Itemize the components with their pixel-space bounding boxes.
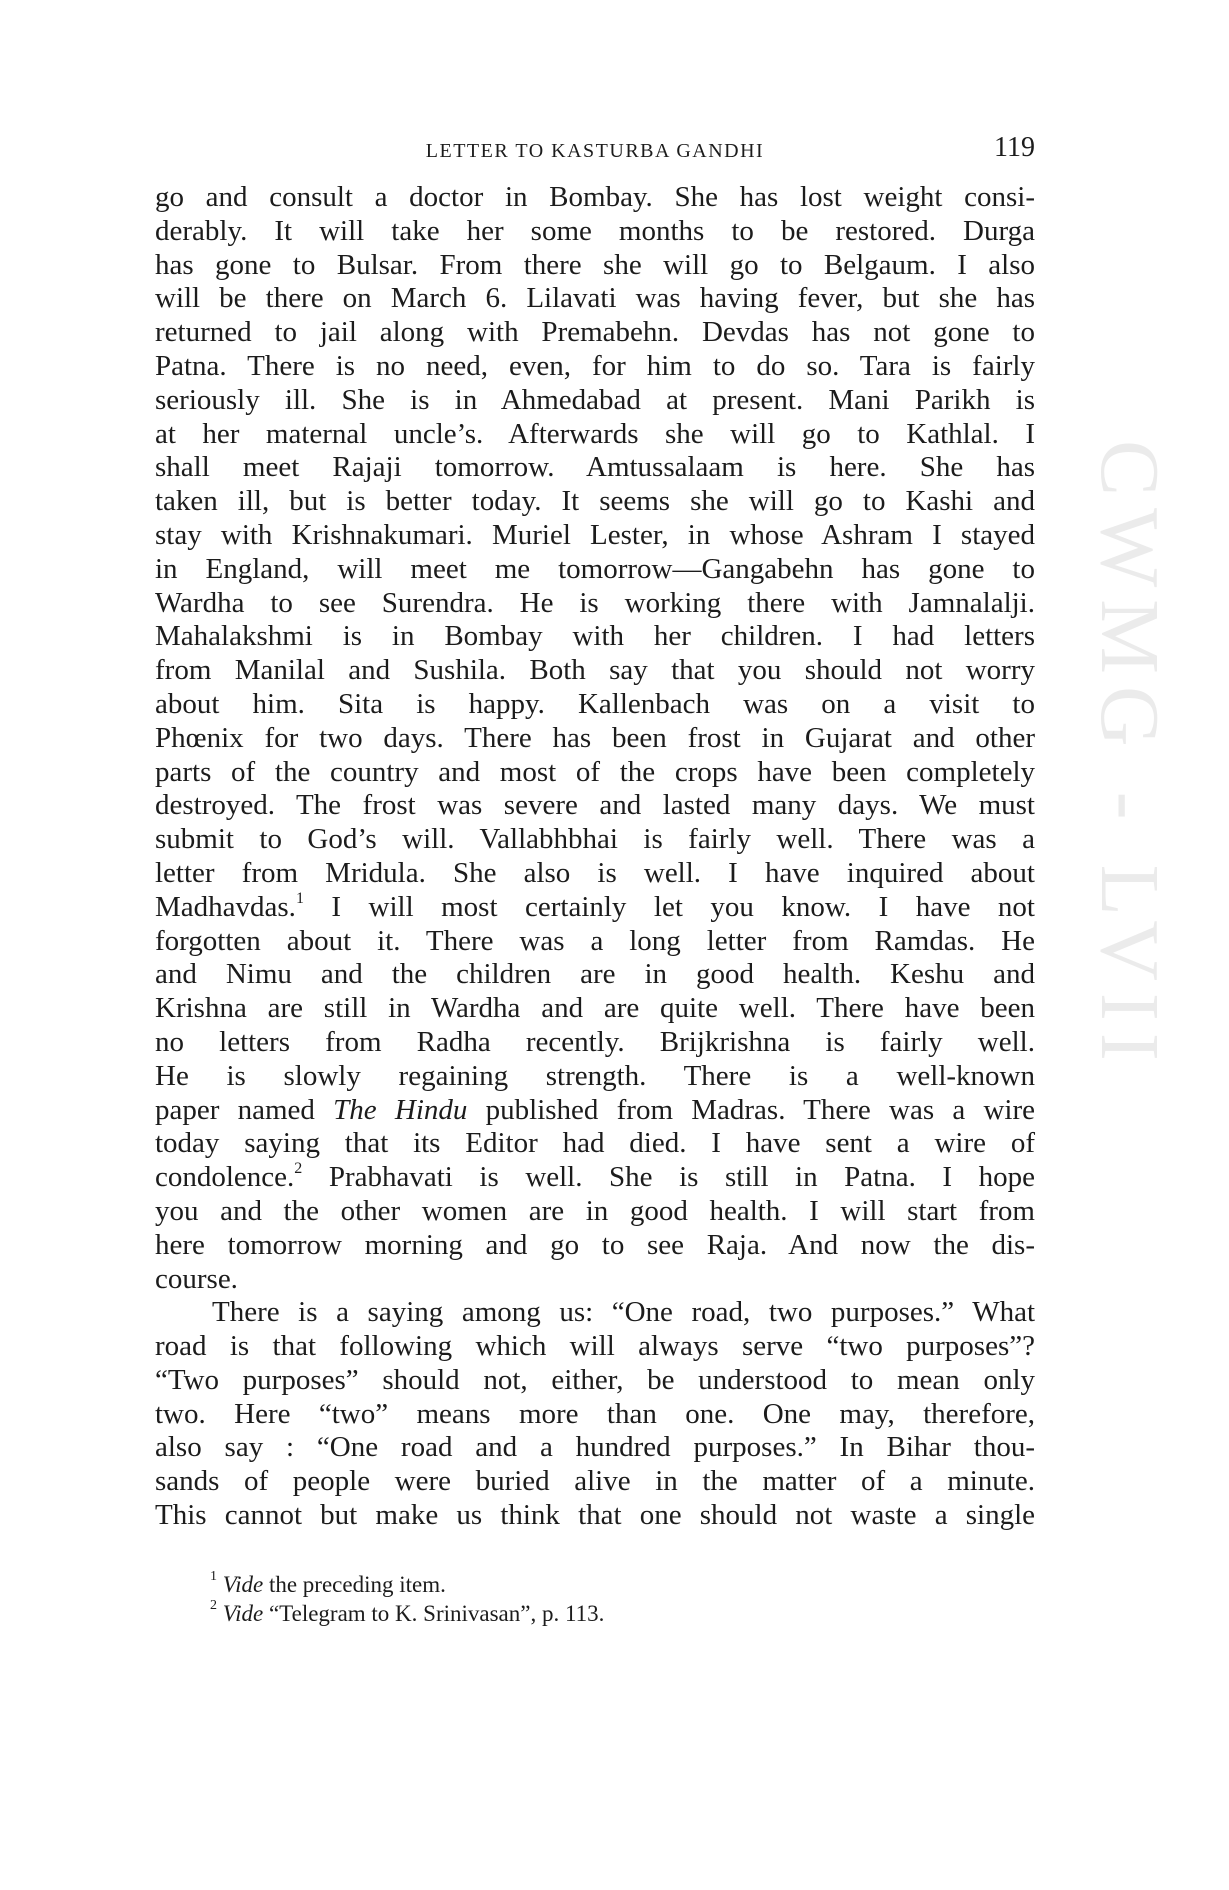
text-line: sands of people were buried alive in the matter of a minute. — [155, 1465, 1035, 1498]
text-line: This cannot but make us think that one should not waste a single — [155, 1499, 1035, 1532]
text-line: no letters from Radha recently. Brijkrishna is fairly well. — [155, 1025, 1035, 1058]
text-line: will be there on March 6. Lilavati was having fever, but she has — [155, 282, 1035, 315]
body-text — [155, 181, 1035, 1533]
footnote-ref-2: 2 — [294, 1160, 303, 1178]
text-line: derably. It will take her some months to be restored. Durga — [155, 214, 1035, 247]
text-line: Krishna are still in Wardha and are quite well. There have been — [155, 992, 1035, 1025]
text-line: shall meet Rajaji tomorrow. Amtussalaam is here. She has — [155, 451, 1035, 484]
text-line: returned to jail along with Premabehn. Devdas has not gone to — [155, 316, 1035, 349]
watermark-text: CWMG - LVII — [1083, 440, 1176, 1073]
text-line: taken ill, but is better today. It seems she will go to Kashi and — [155, 485, 1035, 518]
text-line: letter from Mridula. She also is well. I have inquired about — [155, 856, 1035, 889]
text-line: course. — [155, 1262, 238, 1295]
text-line: Phœnix for two days. There has been frost in Gujarat and other — [155, 721, 1035, 754]
text-line: condolence.$^2$ Prabhavati is well. She is still in Patna. I hope — [155, 1160, 1035, 1194]
text-line: today saying that its Editor had died. I have sent a wire of — [155, 1127, 1035, 1160]
text-line: from Manilal and Sushila. Both say that you should not worry — [155, 654, 1035, 687]
footnote-2 — [210, 1599, 1010, 1628]
text-line: submit to God’s will. Vallabhbhai is fairly well. There was a — [155, 823, 1035, 856]
running-title: LETTER TO KASTURBA GANDHI — [425, 140, 765, 162]
page-number: 119 — [994, 132, 1035, 163]
footnote-mark: 2 — [210, 1598, 217, 1614]
footnote-1 — [210, 1570, 1010, 1599]
text-line: and Nimu and the children are in good health. Keshu and — [155, 958, 1035, 991]
text-line: Wardha to see Surendra. He is working there with Jamnalalji. — [155, 586, 1035, 619]
text-line: Madhavdas.$^1$ I will most certainly let you know. I have not — [155, 890, 1035, 923]
footnote-text: “Telegram to K. Srinivasan”, p. 113. — [263, 1601, 605, 1626]
paragraph-start-line: There is a saying among us: “One road, two purposes.” What — [212, 1296, 1035, 1329]
text-line: paper named The Hindu published from Madras. There was a wire — [155, 1093, 1035, 1126]
footnote-vide: Vide — [222, 1572, 264, 1597]
text-line: parts of the country and most of the crops have been completely — [155, 755, 1035, 788]
text-line: here tomorrow morning and go to see Raja. And now the dis- — [155, 1228, 1035, 1261]
footnote-mark: 1 — [210, 1569, 217, 1585]
text-line: stay with Krishnakumari. Muriel Lester, in whose Ashram I stayed — [155, 518, 1035, 551]
footnote-text: the preceding item. — [263, 1572, 446, 1597]
text-line: also say : “One road and a hundred purposes.” In Bihar thou- — [155, 1431, 1035, 1464]
text-line: seriously ill. She is in Ahmedabad at present. Mani Parikh is — [155, 383, 1035, 416]
footnotes — [210, 1570, 1010, 1628]
footnote-vide: Vide — [222, 1601, 264, 1626]
text-line: He is slowly regaining strength. There is a well-known — [155, 1059, 1035, 1092]
text-line: forgotten about it. There was a long letter from Ramdas. He — [155, 924, 1035, 957]
text-line: two. Here “two” means more than one. One may, therefore, — [155, 1397, 1035, 1430]
text-line: about him. Sita is happy. Kallenbach was on a visit to — [155, 687, 1035, 720]
newspaper-title: The Hindu — [333, 1093, 468, 1126]
text-line: you and the other women are in good health. I will start from — [155, 1194, 1035, 1227]
footnote-ref-1: 1 — [295, 890, 304, 908]
text-line: “Two purposes” should not, either, be understood to mean only — [155, 1363, 1035, 1396]
watermark — [1083, 440, 1180, 1540]
text-line: has gone to Bulsar. From there she will go to Belgaum. I also — [155, 248, 1035, 281]
text-line: Patna. There is no need, even, for him to do so. Tara is fairly — [155, 349, 1035, 382]
page-header — [155, 132, 1035, 172]
text-line: at her maternal uncle’s. Afterwards she will go to Kathlal. I — [155, 417, 1035, 450]
text-line: go and consult a doctor in Bombay. She has lost weight consi- — [155, 181, 1035, 213]
text-line: destroyed. The frost was severe and lasted many days. We must — [155, 789, 1035, 822]
text-line: road is that following which will always serve “two purposes”? — [155, 1330, 1035, 1363]
text-line: Mahalakshmi is in Bombay with her children. I had letters — [155, 620, 1035, 653]
text-line: in England, will meet me tomorrow—Gangabehn has gone to — [155, 552, 1035, 585]
